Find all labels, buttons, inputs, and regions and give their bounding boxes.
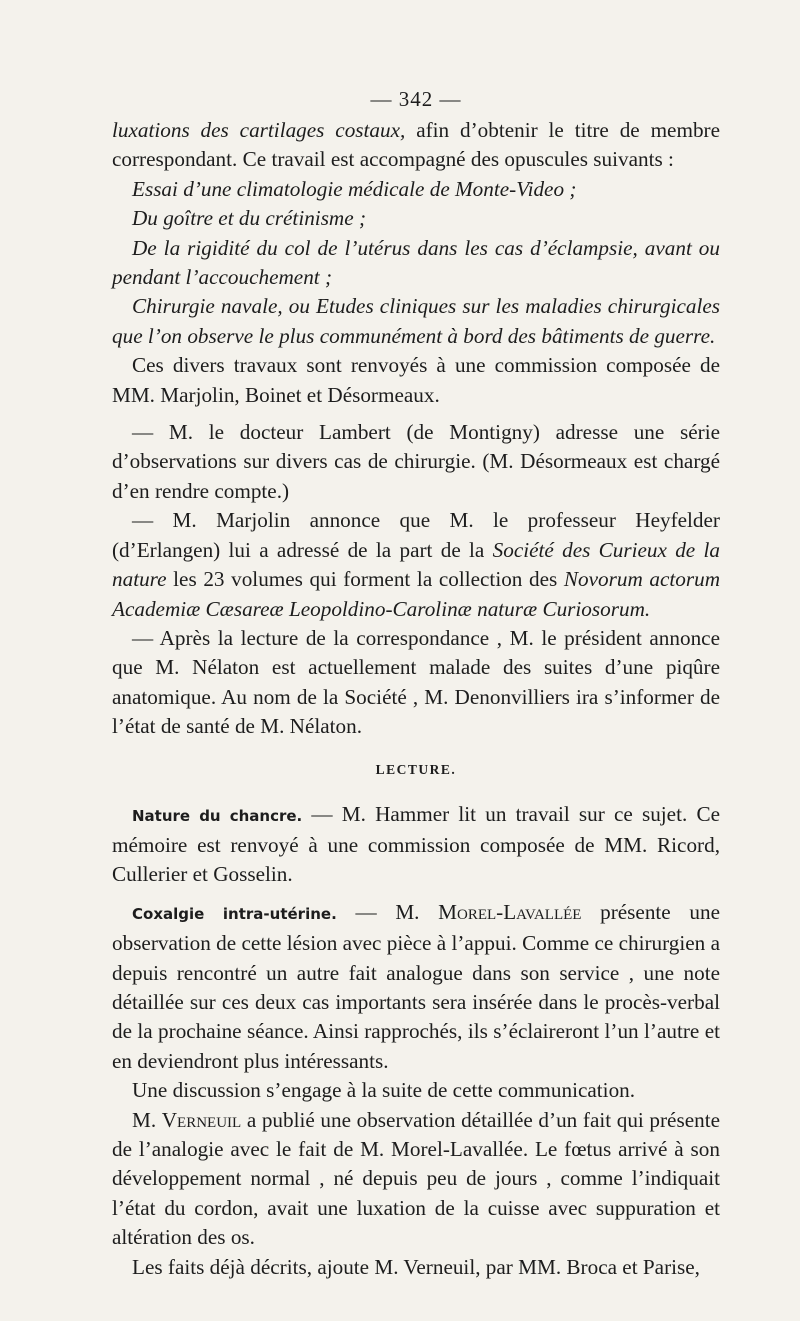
verneuil-text: a publié une observation détaillée d’un fait qui présente de l’analogie avec le fait de M. Morel-Lavallée. Le fœtus arrivé à son développement normal , né depuis peu de jours , comme l’indiquait l’état du cordon, avait une luxation de la cuisse avec suppuration et altération des os. <box>112 1107 720 1250</box>
paragraph-intro-text: afin d’obtenir le titre de membre correspondant. Ce travail est accompagné des opuscules suivants : <box>112 118 720 172</box>
work-title-2: Du goître et du crétinisme ; <box>132 206 366 231</box>
verneuil-pre: M. <box>132 1107 162 1132</box>
paragraph-intro <box>112 116 720 175</box>
paragraph-verneuil <box>112 1106 720 1253</box>
run-head-coxalgie: Coxalgie intra-utérine. <box>132 904 337 923</box>
marjolin-text-a: — M. Marjolin annonce que M. le professeur Heyfelder (d’Erlangen) lui a adressé de la part de la <box>112 508 720 562</box>
paragraph-chancre <box>112 800 720 890</box>
work-title-4: Chirurgie navale, ou Etudes cliniques sur les maladies chirurgicales que l’on observe le plus communément à bord des bâtiments de guerre. <box>112 294 720 348</box>
italic-lead: luxations des cartilages costaux, <box>112 118 406 142</box>
society-name: Société des Curieux de la nature <box>112 537 720 592</box>
chancre-text: — M. Hammer lit un travail sur ce sujet. Ce mémoire est renvoyé à une commission composée de MM. Ricord, Cullerier et Gosselin. <box>112 801 720 887</box>
paragraph-last: Les faits déjà décrits, ajoute M. Verneuil, par MM. Broca et Parise, <box>132 1254 700 1279</box>
section-title: LECTURE. <box>375 761 457 777</box>
coxalgie-text: présente une observation de cette lésion avec pièce à l’appui. Comme ce chirurgien a depuis rencontré un autre fait analogue dans son service , une note détaillée sur ces deux cas importants sera insérée dans le procès-verbal de la prochaine séance. Ainsi rapprochés, ils s’éclaireront l’un l’autre et en deviendront plus intéressants. <box>112 899 720 1073</box>
paragraph-discussion: Une discussion s’engage à la suite de cette communication. <box>132 1078 636 1103</box>
author-name-morel: Morel-Lavallée <box>438 899 582 924</box>
work-title-3: De la rigidité du col de l’utérus dans les cas d’éclampsie, avant ou pendant l’accouchement ; <box>112 235 720 290</box>
run-head-chancre: Nature du chancre. <box>132 806 303 825</box>
author-name-verneuil: Verneuil <box>161 1107 242 1132</box>
page-number: — 342 — <box>370 87 462 111</box>
paragraph-coxalgie <box>112 898 720 1076</box>
paragraph-president: — Après la lecture de la correspondance , M. le président annonce que M. Nélaton est actuellement malade des suites d’une piqûre anatomique. Au nom de la Société , M. Denonvilliers ira s’informer de l’état de santé de M. Nélaton. <box>112 625 720 739</box>
paragraph-marjolin <box>112 506 720 624</box>
marjolin-text-b: les 23 volumes qui forment la collection des <box>166 567 564 592</box>
collection-name: Novorum actorum Academiæ Cæsareæ Leopoldino-Carolinæ naturæ Curiosorum. <box>112 567 720 621</box>
paragraph-lambert: — M. le docteur Lambert (de Montigny) adresse une série d’observations sur divers cas de chirurgie. (M. Désormeaux est chargé d’en rendre compte.) <box>112 420 720 503</box>
coxalgie-pre: — M. <box>336 899 439 924</box>
paragraph-referral: Ces divers travaux sont renvoyés à une commission composée de MM. Marjolin, Boinet et Désormeaux. <box>112 353 720 407</box>
work-title-1: Essai d’une climatologie médicale de Monte-Video ; <box>132 176 577 201</box>
